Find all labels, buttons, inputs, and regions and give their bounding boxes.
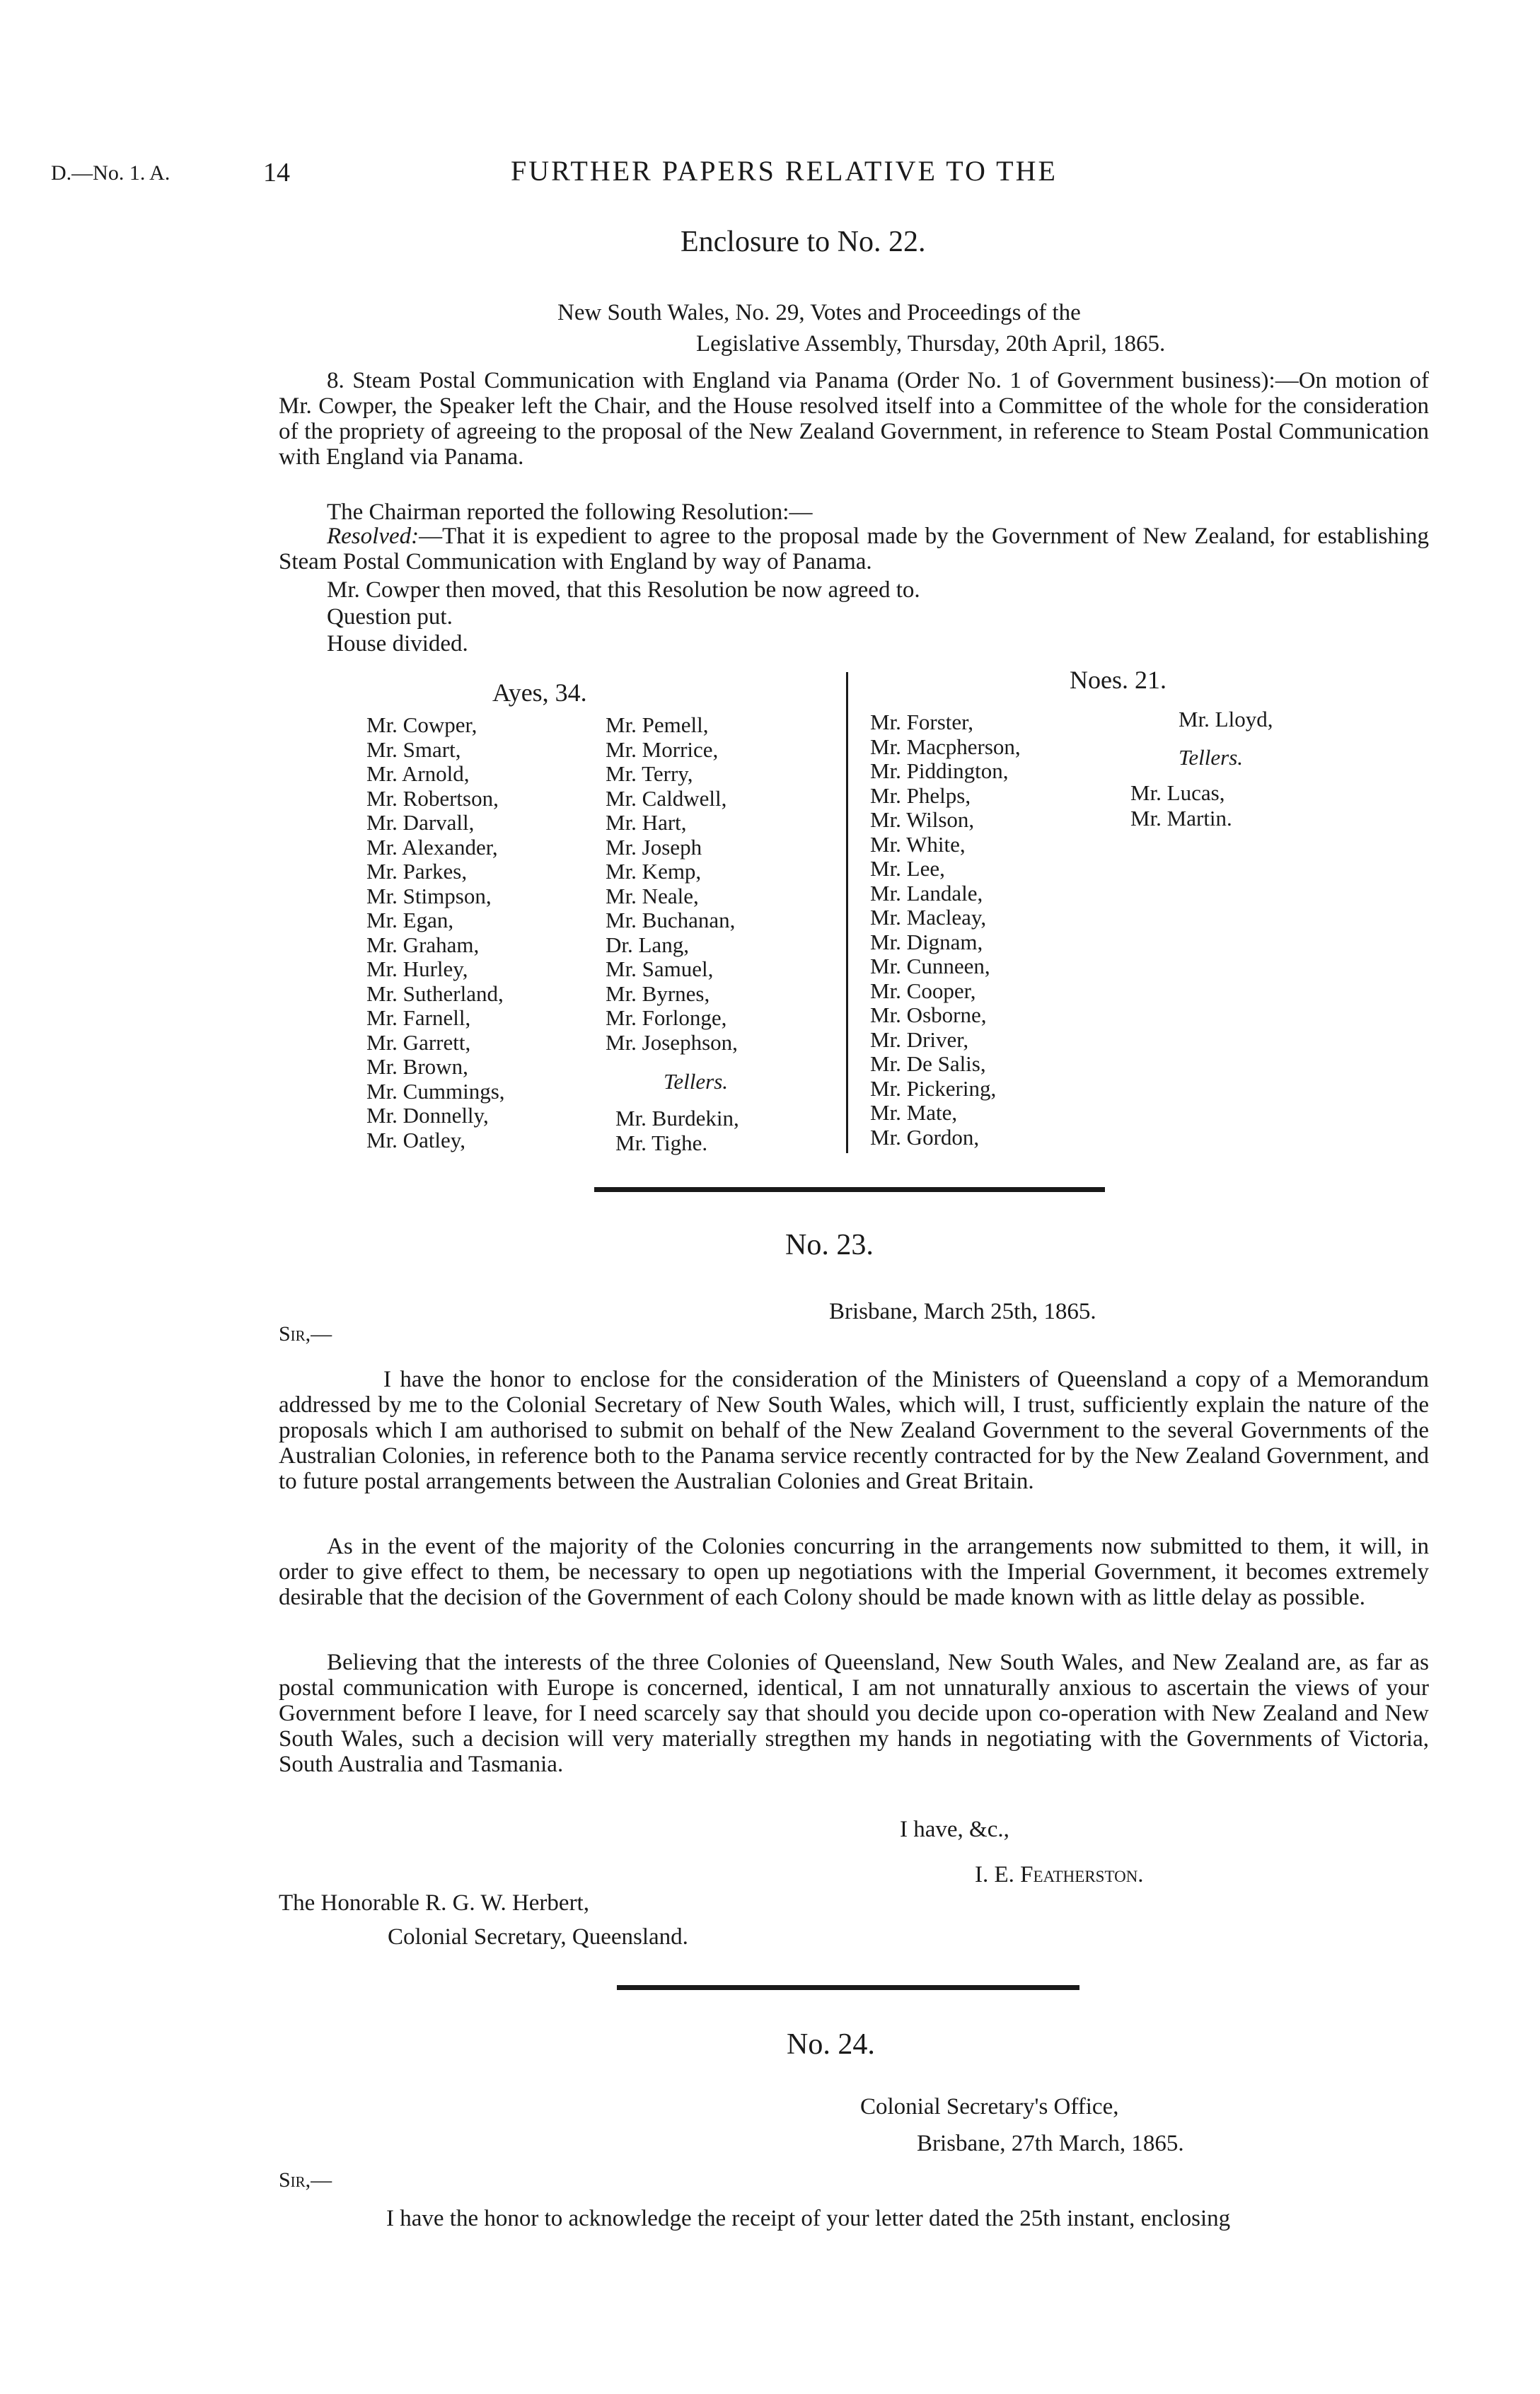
aye-member: Mr. Cowper, [366, 712, 477, 737]
letter-23-heading: No. 23. [785, 1229, 874, 1261]
page-number: 14 [263, 158, 290, 187]
noe-member: Mr. Mate, [870, 1100, 958, 1125]
page-title: FURTHER PAPERS RELATIVE TO THE [511, 155, 1058, 187]
noe-member: Mr. Macleay, [870, 905, 987, 930]
aye-member: Mr. Neale, [606, 883, 699, 908]
section-rule-2 [617, 1985, 1079, 1990]
noe-member: Mr. Gordon, [870, 1124, 980, 1150]
house-divided: House divided. [327, 631, 468, 657]
aye-member: Mr. Cummings, [366, 1078, 505, 1104]
noes-teller-3: Mr. Martin. [1130, 806, 1232, 831]
noe-member: Mr. Osborne, [870, 1002, 987, 1027]
aye-member: Mr. Byrnes, [606, 981, 710, 1006]
noe-member: Mr. De Salis, [870, 1051, 986, 1076]
ayes-column-2 [606, 713, 738, 1055]
aye-member: Mr. Graham, [366, 932, 480, 957]
aye-member: Mr. Terry, [606, 761, 693, 786]
ayes-tellers [615, 1106, 739, 1155]
aye-teller: Mr. Tighe. [615, 1130, 708, 1155]
aye-member: Dr. Lang, [606, 932, 689, 957]
aye-member: Mr. Buchanan, [606, 908, 736, 932]
noe-member: Mr. Piddington, [870, 758, 1009, 783]
aye-member: Mr. Morrice, [606, 736, 719, 762]
resolved-paragraph [279, 524, 1429, 574]
enclosure-paragraph-1: 8. Steam Postal Communication with England via Panama (Order No. 1 of Government business):—On motion of Mr. Cowper, the Speaker left the Chair, and the House resolved itself into a Committee of the whole for the consideration of the propriety of agreeing to the proposal of the New Zealand Government, in reference to Steam Postal Communication with England via Panama. [279, 368, 1429, 470]
noes-tellers-label: Tellers. [1179, 745, 1244, 770]
letter-23-paragraph-2: As in the event of the majority of the Colonies concurring in the arrangements now submitted to them, it will, in order to give effect to them, be necessary to open up negotiations with the Imperial Government, it becomes extremely desirable that the decision of the Government of each Colony should be made known with as little delay as possible. [279, 1534, 1429, 1610]
letter-24-paragraph-1: I have the honor to acknowledge the receipt of your letter dated the 25th instant, enclosing [386, 2206, 1231, 2231]
noes-heading: Noes. 21. [1070, 666, 1166, 694]
noes-column [870, 710, 1021, 1150]
aye-member: Mr. Donnelly, [366, 1103, 489, 1128]
ayes-heading: Ayes, 34. [492, 678, 587, 707]
aye-member: Mr. Josephson, [606, 1029, 738, 1055]
aye-member: Mr. Smart, [366, 736, 461, 762]
aye-member: Mr. Kemp, [606, 859, 702, 884]
noes-teller-2: Mr. Lucas, [1130, 780, 1225, 805]
aye-member: Mr. Joseph [606, 834, 702, 860]
section-rule [594, 1187, 1105, 1192]
letter-23-addressee-2: Colonial Secretary, Queensland. [388, 1924, 688, 1950]
aye-member: Mr. Stimpson, [366, 883, 492, 908]
aye-member: Mr. Sutherland, [366, 981, 504, 1006]
noes-teller-1: Mr. Lloyd, [1179, 707, 1273, 732]
aye-teller: Mr. Burdekin, [615, 1106, 739, 1130]
aye-member: Mr. Robertson, [366, 785, 499, 811]
aye-member: Mr. Darvall, [366, 810, 475, 835]
source-line-1: New South Wales, No. 29, Votes and Proceedings of the [557, 300, 1081, 325]
enclosure-paragraph-2: The Chairman reported the following Resolution:— [327, 499, 813, 525]
noe-member: Mr. Wilson, [870, 807, 975, 832]
letter-24-place-date: Brisbane, 27th March, 1865. [917, 2131, 1184, 2156]
aye-member: Mr. Egan, [366, 908, 454, 932]
letter-23-paragraph-3: Believing that the interests of the three Colonies of Queensland, New South Wales, and New Zealand are, as far as postal communication with Europe is concerned, identical, I am not unnaturally anxious to ascertain the views of your Government before I leave, for I need scarcely say that should you decide upon co-operation with New Zealand and New South Wales, such a decision will very materially stregthen my hands in negotiating with the Governments of Victoria, South Australia and Tasmania. [279, 1650, 1429, 1777]
resolved-text: —That it is expedient to agree to the proposal made by the Government of New Zealand, for establishing Steam Postal Communication with England by way of Panama. [279, 524, 1429, 574]
enclosure-paragraph-3: Mr. Cowper then moved, that this Resolution be now agreed to. [327, 577, 920, 603]
noe-member: Mr. White, [870, 831, 966, 857]
source-line-2: Legislative Assembly, Thursday, 20th April, 1865. [696, 331, 1166, 357]
letter-23-signature: I. E. Featherston. [975, 1862, 1144, 1887]
noe-member: Mr. Pickering, [870, 1075, 997, 1101]
aye-member: Mr. Alexander, [366, 834, 498, 860]
letter-23-place-date: Brisbane, March 25th, 1865. [829, 1299, 1096, 1324]
aye-member: Mr. Caldwell, [606, 785, 727, 811]
aye-member: Mr. Garrett, [366, 1029, 471, 1055]
question-put: Question put. [327, 604, 453, 630]
noe-member: Mr. Phelps, [870, 782, 971, 808]
aye-member: Mr. Farnell, [366, 1005, 471, 1030]
document-reference: D.—No. 1. A. [51, 161, 170, 185]
letter-23-closing: I have, &c., [900, 1817, 1009, 1842]
aye-member: Mr. Hurley, [366, 956, 468, 981]
noe-member: Mr. Lee, [870, 856, 945, 881]
noe-member: Mr. Dignam, [870, 929, 983, 954]
noe-member: Mr. Cooper, [870, 978, 976, 1003]
noe-member: Mr. Cunneen, [870, 954, 990, 978]
aye-member: Mr. Forlonge, [606, 1005, 727, 1030]
aye-member: Mr. Oatley, [366, 1127, 466, 1152]
aye-member: Mr. Brown, [366, 1054, 468, 1079]
letter-24-salutation: Sir,— [279, 2168, 332, 2192]
resolved-label: Resolved: [327, 524, 419, 549]
letter-23-salutation: Sir,— [279, 1322, 332, 1346]
aye-member: Mr. Pemell, [606, 712, 709, 737]
aye-member: Mr. Arnold, [366, 761, 470, 786]
aye-member: Mr. Samuel, [606, 956, 714, 981]
ayes-column-1 [366, 713, 505, 1152]
aye-member: Mr. Hart, [606, 810, 687, 835]
noe-member: Mr. Forster, [870, 710, 974, 734]
noe-member: Mr. Macpherson, [870, 734, 1021, 759]
letter-23-addressee-1: The Honorable R. G. W. Herbert, [279, 1890, 589, 1916]
enclosure-heading: Enclosure to No. 22. [681, 226, 926, 258]
noe-member: Mr. Driver, [870, 1027, 969, 1052]
letter-24-office: Colonial Secretary's Office, [860, 2094, 1119, 2120]
column-divider [846, 672, 848, 1153]
noe-member: Mr. Landale, [870, 880, 983, 906]
ayes-tellers-label: Tellers. [664, 1069, 729, 1094]
letter-23-paragraph-1: I have the honor to enclose for the consideration of the Ministers of Queensland a copy of a Memorandum addressed by me to the Colonial Secretary of New South Wales, which will, I trust, sufficiently explain the nature of the proposals which I am authorised to submit on behalf of the New Zealand Government to the several Governments of the Australian Colonies, in reference both to the Panama service recently contracted for by the New Zealand Government, and to future postal arrangements between the Australian Colonies and Great Britain. [279, 1367, 1429, 1494]
letter-24-heading: No. 24. [787, 2028, 875, 2061]
aye-member: Mr. Parkes, [366, 859, 468, 884]
